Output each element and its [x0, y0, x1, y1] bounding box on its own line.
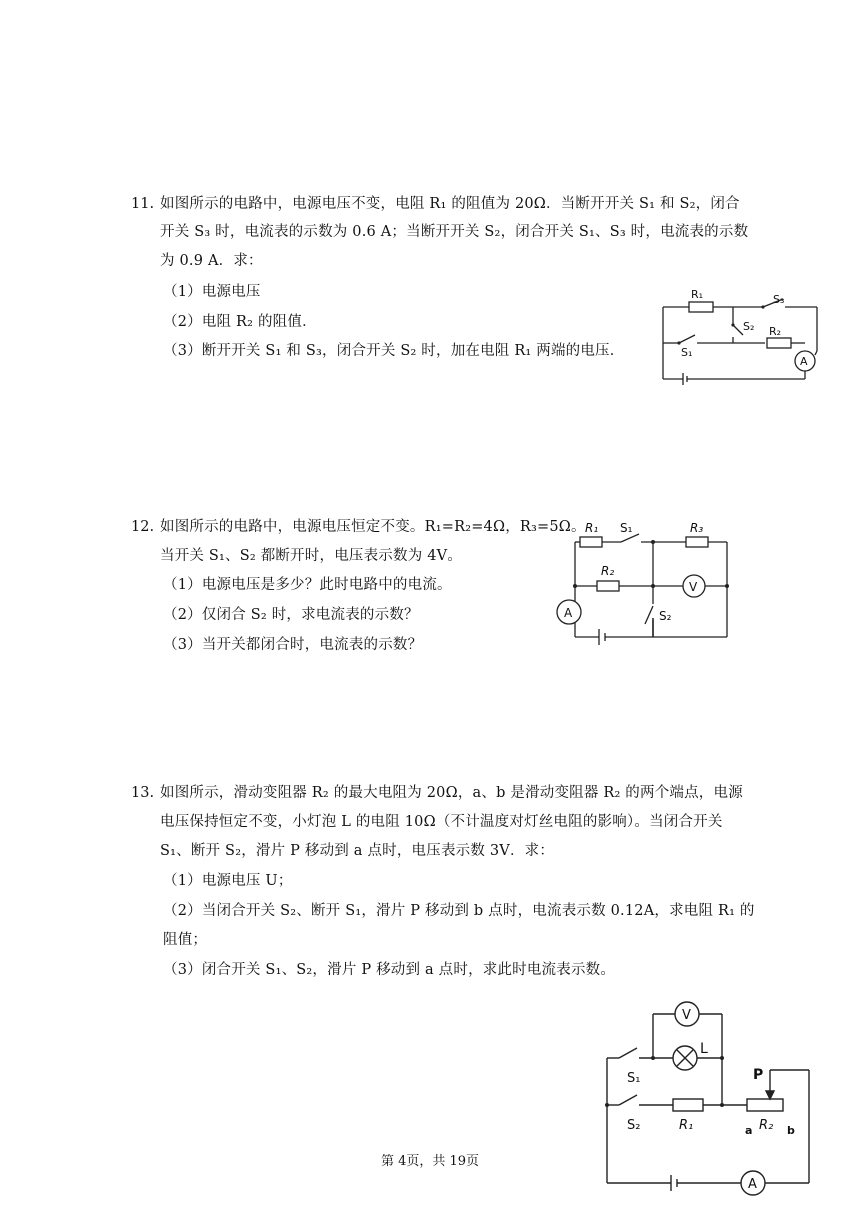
sub-question: 阻值； [163, 932, 208, 948]
question-number: 12. [131, 519, 155, 535]
label-lamp: L [700, 1041, 708, 1057]
page-footer: 第 4页，共 19页 [380, 1154, 480, 1169]
question-line: 为 0.9 A．求： [160, 253, 263, 269]
circuit-diagram-11 [655, 285, 825, 385]
sub-question: （1）电源电压 U； [163, 873, 293, 889]
sub-question: （2）当闭合开关 S₂、断开 S₁，滑片 P 移动到 b 点时，电流表示数 0.12A，求电阻 R₁ 的 [163, 903, 755, 919]
label-s2: S₂ [743, 320, 755, 333]
circuit-diagram-12 [555, 512, 735, 647]
circuit-diagram-13 [595, 995, 820, 1200]
label-s1: S₁ [627, 1071, 641, 1086]
question-number: 11. [131, 196, 155, 212]
question-line: 当开关 S₁、S₂ 都断开时，电压表示数为 4V。 [160, 548, 463, 564]
sub-question: （2）仅闭合 S₂ 时，求电流表的示数？ [163, 607, 419, 623]
sub-question: （1）电源电压 [163, 284, 261, 300]
sub-question: （3）闭合开关 S₁、S₂，滑片 P 移动到 a 点时，求此时电流表示数。 [163, 962, 616, 978]
label-r3: R₃ [690, 521, 704, 535]
label-r2: R₂ [769, 325, 782, 338]
label-s2: S₂ [659, 609, 672, 623]
question-line: 电压保持恒定不变，小灯泡 L 的电阻 10Ω（不计温度对灯丝电阻的影响）。当闭合开关 [160, 814, 723, 830]
question-line: 如图所示，滑动变阻器 R₂ 的最大电阻为 20Ω，a、b 是滑动变阻器 R₂ 的两个端点，电源 [160, 785, 743, 801]
question-line: S₁、断开 S₂，滑片 P 移动到 a 点时，电压表示数 3V．求： [160, 843, 555, 859]
label-s3: S₃ [773, 293, 785, 306]
sub-question: （3）当开关都闭合时，电流表的示数？ [163, 637, 423, 653]
label-p: P [753, 1067, 764, 1083]
question-line: 如图所示的电路中，电源电压不变，电阻 R₁ 的阻值为 20Ω．当断开开关 S₁ 和 S₂，闭合 [160, 196, 740, 212]
label-r1: R₁ [585, 521, 599, 535]
label-r1: R₁ [691, 288, 704, 301]
label-r2: R₂ [601, 564, 615, 578]
sub-question: （1）电源电压是多少？此时电路中的电流。 [163, 577, 452, 593]
label-a: a [745, 1124, 753, 1137]
label-r1: R₁ [679, 1118, 694, 1133]
ammeter-icon: A [748, 1177, 757, 1192]
ammeter-icon: A [800, 355, 808, 368]
question-number: 13. [131, 785, 155, 801]
voltmeter-icon: V [689, 580, 698, 594]
ammeter-icon: A [564, 606, 573, 620]
label-b: b [787, 1124, 795, 1137]
label-s2: S₂ [627, 1118, 641, 1133]
label-s1: S₁ [620, 521, 633, 535]
label-s1: S₁ [681, 346, 693, 359]
question-line: 如图所示的电路中，电源电压恒定不变。R₁=R₂=4Ω，R₃=5Ω。 [160, 519, 586, 535]
sub-question: （3）断开开关 S₁ 和 S₃，闭合开关 S₂ 时，加在电阻 R₁ 两端的电压． [163, 343, 625, 359]
sub-question: （2）电阻 R₂ 的阻值． [163, 314, 317, 330]
voltmeter-icon: V [682, 1008, 691, 1023]
question-line: 开关 S₃ 时，电流表的示数为 0.6 A；当断开开关 S₂，闭合开关 S₁、S₃ 时，电流表的示数 [160, 224, 749, 240]
label-r2: R₂ [759, 1118, 774, 1133]
